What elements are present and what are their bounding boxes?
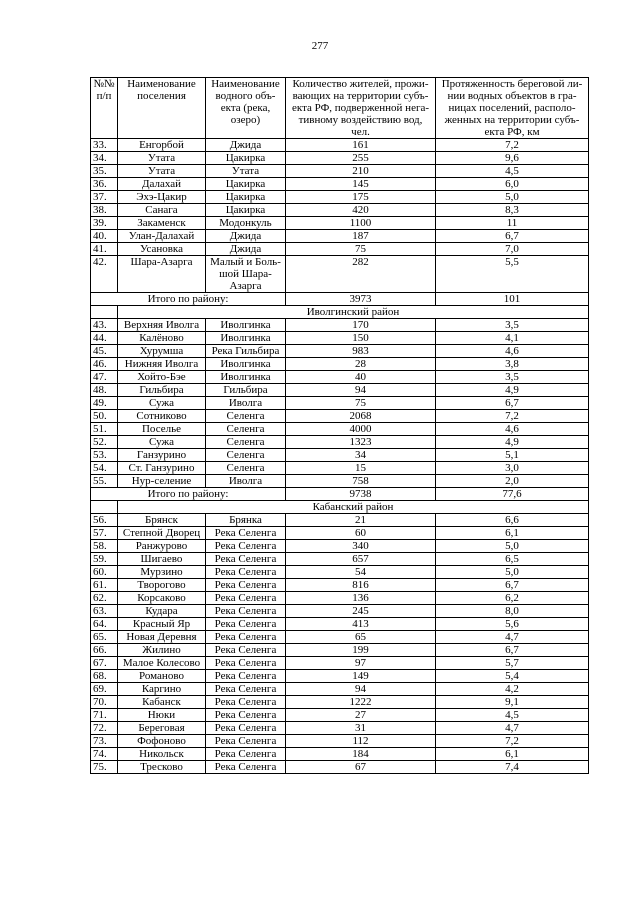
table-row [91,217,589,230]
table-row [91,579,589,592]
section-title: Иволгинский район [118,306,589,319]
row-number: 57. [91,527,118,540]
row-number: 74. [91,748,118,761]
water-body: Селенга [206,436,286,449]
table-row [91,631,589,644]
residents-count: 149 [286,670,436,683]
section-row [91,501,589,514]
residents-count: 67 [286,761,436,774]
shoreline-length: 6,7 [436,230,589,243]
table-row [91,657,589,670]
residents-count: 94 [286,384,436,397]
residents-count: 94 [286,683,436,696]
water-body: Река Селенга [206,722,286,735]
shoreline-length: 6,6 [436,514,589,527]
table-row [91,618,589,631]
settlement-name: Поселье [118,423,206,436]
table-row [91,319,589,332]
settlement-name: Сотниково [118,410,206,423]
residents-count: 15 [286,462,436,475]
table-row [91,514,589,527]
group2-footer [91,488,589,514]
settlement-name: Жилино [118,644,206,657]
water-body: Река Селенга [206,670,286,683]
row-42-body [91,256,589,319]
water-body: Цакирка [206,204,286,217]
water-body: Река Селенга [206,605,286,618]
group3-body [91,514,589,774]
settlement-name: Брянск [118,514,206,527]
settlement-name: Береговая [118,722,206,735]
water-body: Селенга [206,410,286,423]
settlement-name: Шара-Азарга [118,256,206,293]
table-row [91,191,589,204]
settlement-name: Улан-Далахай [118,230,206,243]
shoreline-length: 9,6 [436,152,589,165]
settlement-name: Новая Деревня [118,631,206,644]
residents-count: 65 [286,631,436,644]
total-label: Итого по району: [91,488,286,501]
row-number: 36. [91,178,118,191]
row-number: 34. [91,152,118,165]
water-body: Река Селенга [206,631,286,644]
settlement-name: Ст. Ганзурино [118,462,206,475]
residents-count: 60 [286,527,436,540]
group1-body [91,139,589,256]
row-number: 61. [91,579,118,592]
table-row [91,332,589,345]
shoreline-length: 4,9 [436,436,589,449]
settlement-name: Сужа [118,397,206,410]
settlement-name: Гильбира [118,384,206,397]
row-number: 64. [91,618,118,631]
header-row [91,78,589,139]
shoreline-length: 7,2 [436,735,589,748]
row-number: 54. [91,462,118,475]
table-row [91,722,589,735]
settlement-name: Енгорбой [118,139,206,152]
row-number: 37. [91,191,118,204]
row-number: 48. [91,384,118,397]
settlement-name: Калёново [118,332,206,345]
table-row [91,605,589,618]
settlement-name: Ганзурино [118,449,206,462]
residents-count: 1100 [286,217,436,230]
settlement-name: Каргино [118,683,206,696]
residents-count: 184 [286,748,436,761]
row-number: 38. [91,204,118,217]
section-title: Кабанский район [118,501,589,514]
residents-count: 21 [286,514,436,527]
shoreline-length: 5,0 [436,566,589,579]
table-row [91,527,589,540]
row-number: 73. [91,735,118,748]
row-number: 55. [91,475,118,488]
total-length: 77,6 [436,488,589,501]
water-body: Река Селенга [206,527,286,540]
table-row [91,204,589,217]
shoreline-length: 6,7 [436,579,589,592]
shoreline-length: 5,6 [436,618,589,631]
header-shoreline-length: Протяженность береговой ли-нии водных объектов в гра-ницах поселений, располо-женных на территории субъ-екта РФ, км [436,78,589,139]
table-row [91,178,589,191]
residents-count: 150 [286,332,436,345]
residents-count: 4000 [286,423,436,436]
shoreline-length: 5,5 [436,256,589,293]
shoreline-length: 5,4 [436,670,589,683]
settlement-name: Сужа [118,436,206,449]
row-number: 71. [91,709,118,722]
shoreline-length: 7,2 [436,410,589,423]
total-residents: 3973 [286,293,436,306]
row-number: 56. [91,514,118,527]
settlement-name: Утата [118,165,206,178]
table-row [91,230,589,243]
row-number: 63. [91,605,118,618]
settlement-name: Верхняя Иволга [118,319,206,332]
water-body: Река Селенга [206,657,286,670]
settlement-name: Степной Дворец [118,527,206,540]
residents-count: 40 [286,371,436,384]
table-row [91,449,589,462]
settlement-name: Нур-селение [118,475,206,488]
water-body: Иволгинка [206,371,286,384]
row-number: 43. [91,319,118,332]
table-row [91,410,589,423]
water-body: Река Селенга [206,761,286,774]
water-body: Река Селенга [206,579,286,592]
settlement-name: Шигаево [118,553,206,566]
row-number: 66. [91,644,118,657]
residents-count: 758 [286,475,436,488]
residents-count: 413 [286,618,436,631]
water-body: Река Селенга [206,592,286,605]
residents-count: 112 [286,735,436,748]
settlement-name: Санага [118,204,206,217]
total-label: Итого по району: [91,293,286,306]
residents-count: 175 [286,191,436,204]
water-body: Река Селенга [206,735,286,748]
residents-count: 187 [286,230,436,243]
shoreline-length: 3,8 [436,358,589,371]
row-number: 58. [91,540,118,553]
shoreline-length: 4,5 [436,165,589,178]
residents-count: 199 [286,644,436,657]
water-body: Джида [206,230,286,243]
shoreline-length: 8,3 [436,204,589,217]
water-body: Река Селенга [206,709,286,722]
settlement-name: Фофоново [118,735,206,748]
row-number: 41. [91,243,118,256]
water-body: Река Селенга [206,748,286,761]
table-row [91,592,589,605]
settlement-name: Хурумша [118,345,206,358]
table-row [91,566,589,579]
row-number: 39. [91,217,118,230]
residents-count: 97 [286,657,436,670]
shoreline-length: 4,9 [436,384,589,397]
table-row [91,165,589,178]
shoreline-length: 5,0 [436,191,589,204]
water-body: Иволга [206,397,286,410]
header-water-body: Наименование водного объ-екта (река, озеро) [206,78,286,139]
shoreline-length: 4,6 [436,423,589,436]
table-row [91,423,589,436]
row-number: 44. [91,332,118,345]
row-number: 51. [91,423,118,436]
row-number: 68. [91,670,118,683]
settlement-name: Усановка [118,243,206,256]
header-residents: Количество жителей, прожи-вающих на территории субъ-екта РФ, подверженной нега-тивному воздействию вод, чел. [286,78,436,139]
row-number: 62. [91,592,118,605]
row-number: 59. [91,553,118,566]
row-number: 46. [91,358,118,371]
residents-count: 28 [286,358,436,371]
residents-count: 245 [286,605,436,618]
residents-count: 816 [286,579,436,592]
settlement-name: Ранжурово [118,540,206,553]
water-body: Река Гильбира [206,345,286,358]
shoreline-length: 4,2 [436,683,589,696]
water-body: Иволгинка [206,358,286,371]
shoreline-length: 4,1 [436,332,589,345]
water-body: Джида [206,139,286,152]
total-row [91,293,589,306]
settlement-name: Никольск [118,748,206,761]
residents-count: 1222 [286,696,436,709]
shoreline-length: 4,6 [436,345,589,358]
water-body: Модонкуль [206,217,286,230]
residents-count: 340 [286,540,436,553]
table-row [91,256,589,293]
row-number: 67. [91,657,118,670]
section-row [91,306,589,319]
table-row [91,436,589,449]
settlement-name: Малое Колесово [118,657,206,670]
table-row [91,345,589,358]
row-number: 35. [91,165,118,178]
settlement-name: Романово [118,670,206,683]
settlement-name: Творогово [118,579,206,592]
shoreline-length: 7,0 [436,243,589,256]
total-residents: 9738 [286,488,436,501]
shoreline-length: 6,0 [436,178,589,191]
shoreline-length: 7,4 [436,761,589,774]
header-settlement: Наименование поселения [118,78,206,139]
page-number: 277 [311,40,329,52]
shoreline-length: 9,1 [436,696,589,709]
settlement-name: Эхэ-Цакир [118,191,206,204]
residents-count: 136 [286,592,436,605]
residents-count: 657 [286,553,436,566]
row-number: 45. [91,345,118,358]
shoreline-length: 6,1 [436,527,589,540]
water-body: Джида [206,243,286,256]
row-number: 60. [91,566,118,579]
water-body: Иволга [206,475,286,488]
water-body: Утата [206,165,286,178]
shoreline-length: 6,1 [436,748,589,761]
row-number: 47. [91,371,118,384]
table-row [91,371,589,384]
row-number: 49. [91,397,118,410]
table-row [91,462,589,475]
settlement-name: Хойто-Бэе [118,371,206,384]
settlement-name: Корсаково [118,592,206,605]
water-body: Река Селенга [206,553,286,566]
table-row [91,683,589,696]
table-row [91,748,589,761]
row-number: 50. [91,410,118,423]
water-body: Малый и Боль-шой Шара-Азарга [206,256,286,293]
water-body: Селенга [206,423,286,436]
settlement-name: Утата [118,152,206,165]
shoreline-length: 3,5 [436,319,589,332]
water-body: Селенга [206,449,286,462]
residents-count: 34 [286,449,436,462]
settlement-name: Нюки [118,709,206,722]
residents-count: 255 [286,152,436,165]
residents-count: 210 [286,165,436,178]
header-number: №№ п/п [91,78,118,139]
settlement-name: Кудара [118,605,206,618]
residents-count: 161 [286,139,436,152]
table-row [91,358,589,371]
row-number: 53. [91,449,118,462]
table-row [91,761,589,774]
shoreline-length: 11 [436,217,589,230]
total-row [91,488,589,501]
shoreline-length: 2,0 [436,475,589,488]
water-body: Иволгинка [206,319,286,332]
group2-body [91,319,589,488]
settlement-name: Далахай [118,178,206,191]
shoreline-length: 4,5 [436,709,589,722]
total-length: 101 [436,293,589,306]
shoreline-length: 6,5 [436,553,589,566]
settlements-table [90,77,589,774]
table-row [91,696,589,709]
shoreline-length: 3,5 [436,371,589,384]
table-row [91,709,589,722]
settlement-name: Тресково [118,761,206,774]
settlement-name: Мурзино [118,566,206,579]
row-number: 52. [91,436,118,449]
table-row [91,553,589,566]
residents-count: 75 [286,243,436,256]
residents-count: 31 [286,722,436,735]
table-row [91,139,589,152]
row-number: 75. [91,761,118,774]
residents-count: 1323 [286,436,436,449]
table-row [91,475,589,488]
table-row [91,540,589,553]
water-body: Селенга [206,462,286,475]
settlement-name: Красный Яр [118,618,206,631]
settlement-name: Кабанск [118,696,206,709]
shoreline-length: 6,7 [436,397,589,410]
table-row [91,397,589,410]
shoreline-length: 3,0 [436,462,589,475]
residents-count: 75 [286,397,436,410]
table-row [91,644,589,657]
row-number: 70. [91,696,118,709]
water-body: Гильбира [206,384,286,397]
settlement-name: Нижняя Иволга [118,358,206,371]
residents-count: 420 [286,204,436,217]
shoreline-length: 4,7 [436,722,589,735]
shoreline-length: 7,2 [436,139,589,152]
shoreline-length: 6,7 [436,644,589,657]
row-number: 33. [91,139,118,152]
water-body: Река Селенга [206,540,286,553]
table-row [91,384,589,397]
table-row [91,735,589,748]
row-number: 42. [91,256,118,293]
water-body: Река Селенга [206,644,286,657]
water-body: Река Селенга [206,566,286,579]
row-number: 40. [91,230,118,243]
residents-count: 54 [286,566,436,579]
table-row [91,152,589,165]
water-body: Река Селенга [206,683,286,696]
residents-count: 282 [286,256,436,293]
residents-count: 27 [286,709,436,722]
water-body: Река Селенга [206,618,286,631]
table-row [91,243,589,256]
row-number: 65. [91,631,118,644]
residents-count: 2068 [286,410,436,423]
water-body: Цакирка [206,178,286,191]
residents-count: 170 [286,319,436,332]
settlement-name: Закаменск [118,217,206,230]
shoreline-length: 5,1 [436,449,589,462]
shoreline-length: 5,0 [436,540,589,553]
water-body: Река Селенга [206,696,286,709]
shoreline-length: 4,7 [436,631,589,644]
row-number: 72. [91,722,118,735]
table-row [91,670,589,683]
shoreline-length: 8,0 [436,605,589,618]
water-body: Иволгинка [206,332,286,345]
water-body: Цакирка [206,152,286,165]
row-number: 69. [91,683,118,696]
water-body: Брянка [206,514,286,527]
shoreline-length: 6,2 [436,592,589,605]
residents-count: 983 [286,345,436,358]
water-body: Цакирка [206,191,286,204]
residents-count: 145 [286,178,436,191]
shoreline-length: 5,7 [436,657,589,670]
